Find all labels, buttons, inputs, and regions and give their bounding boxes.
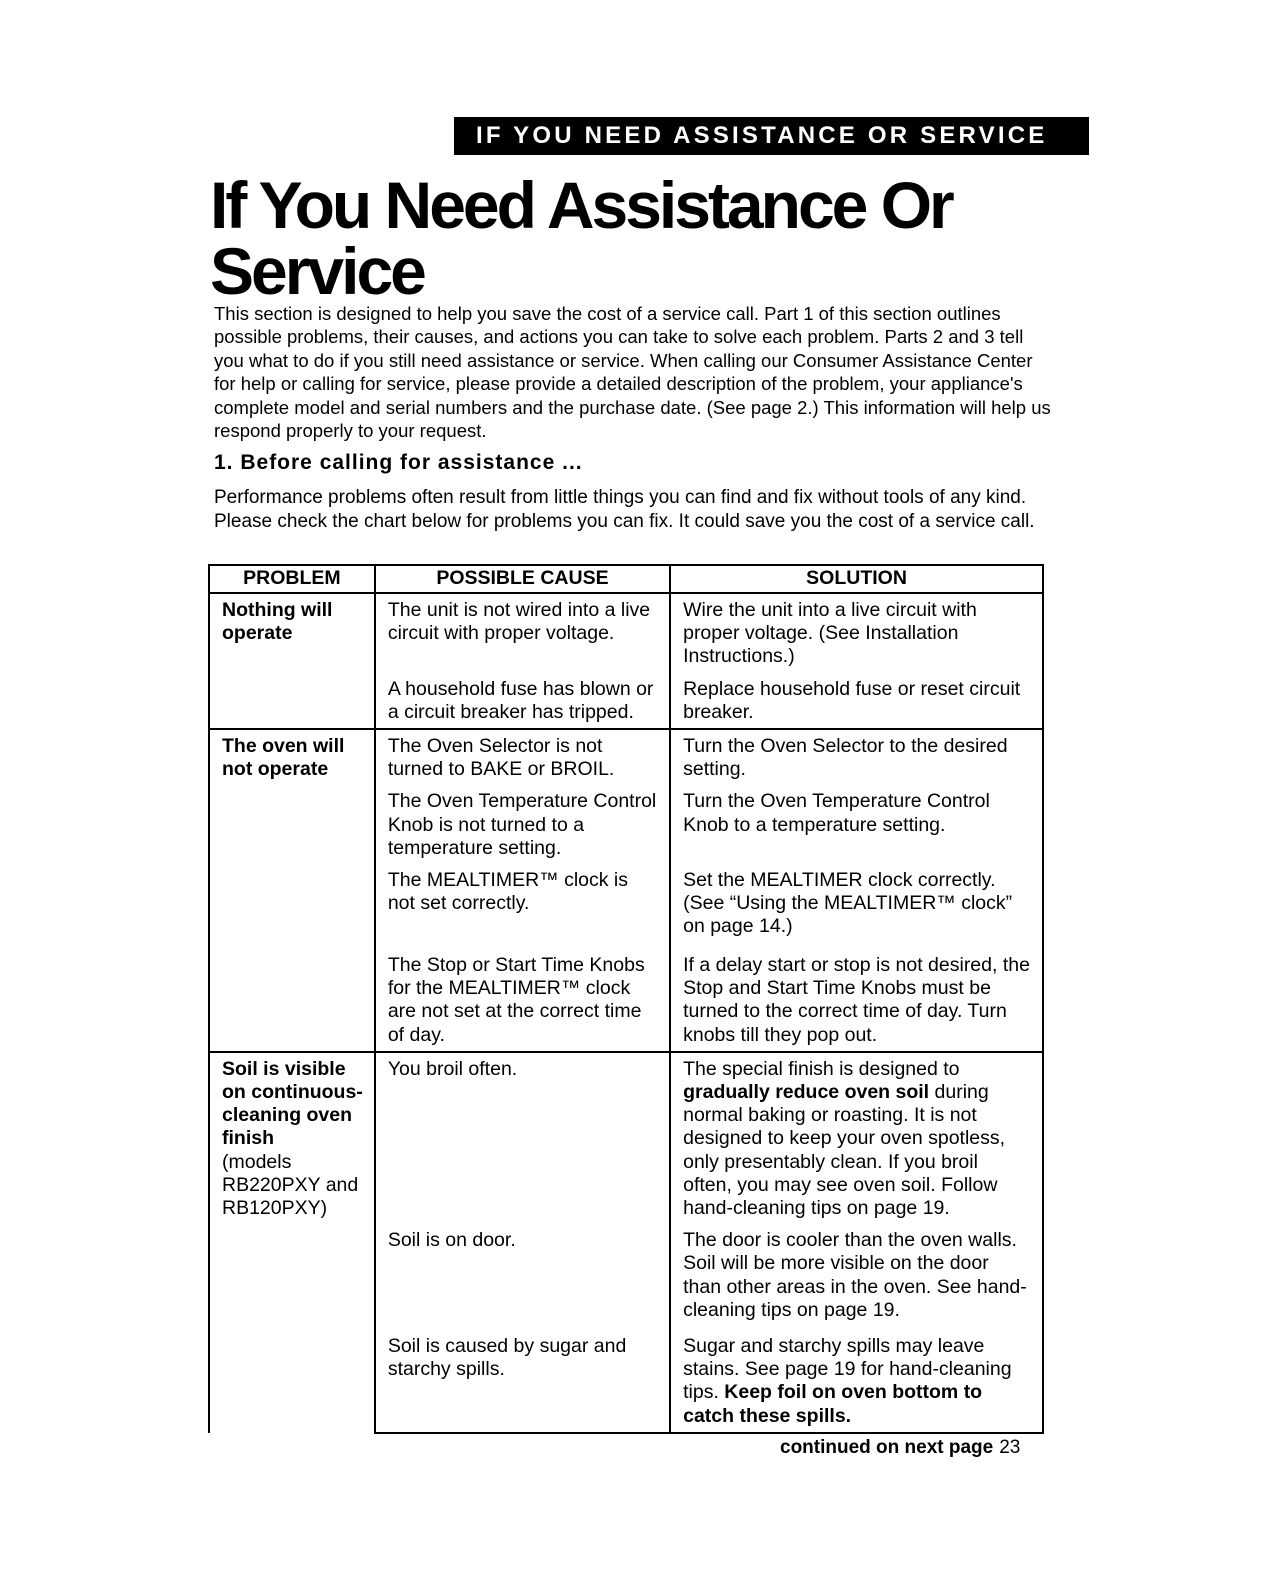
solution-cell: Turn the Oven Selector to the desired setting. [670, 729, 1043, 785]
solution-cell: Set the MEALTIMER clock correctly. (See “Using the MEALTIMER™ clock” on page 14.) [670, 864, 1043, 949]
problem-cell [209, 729, 375, 1052]
header-possible-cause: POSSIBLE CAUSE [375, 565, 670, 593]
solution-cell: Turn the Oven Temperature Control Knob to a temperature setting. [670, 785, 1043, 864]
problem-text: The oven will not operate [222, 735, 345, 781]
solution-text: during normal baking or roasting. It is not designed to keep your oven spotless, only presentably clean. If you broil often, you may see oven soil. Follow hand-cleaning tips on page 19. [683, 1081, 1006, 1220]
header-problem: PROBLEM [209, 565, 375, 593]
solution-cell [670, 1330, 1043, 1433]
cause-cell: The unit is not wired into a live circuit with proper voltage. [375, 593, 670, 673]
table-header-row [209, 565, 1043, 593]
problem-text: Soil is visible on continuous-cleaning oven finish [222, 1057, 363, 1150]
solution-cell [670, 1052, 1043, 1224]
cause-cell: Soil is on door. [375, 1224, 670, 1330]
intro-paragraph: This section is designed to help you save the cost of a service call. Part 1 of this section outlines possible problems, their causes, and actions you can take to solve each problem. Parts 2 and 3 tell you what to do if you still need assistance or service. When calling our Consumer Assistance Center for help or calling for service, please provide a detailed description of the problem, your appliance's complete model and serial numbers and the purchase date. (See page 2.) This information will help us respond properly to your request. [214, 303, 1051, 442]
solution-cell: If a delay start or stop is not desired, the Stop and Start Time Knobs must be turned to the correct time of day. Turn knobs till they pop out. [670, 949, 1043, 1052]
continued-note: continued on next page [780, 1437, 994, 1458]
step-1-paragraph: Performance problems often result from little things you can find and fix without tools of any kind. Please check the chart below for problems you can fix. It could save you the cost of a service call. [214, 487, 1035, 532]
troubleshooting-table [208, 564, 1044, 1434]
step-1-heading: 1. Before calling for assistance ... [214, 451, 583, 474]
solution-text: Sugar and starchy spills may leave stains. See page 19 for hand-cleaning tips. [683, 1335, 1012, 1404]
cause-cell: The Oven Selector is not turned to BAKE or BROIL. [375, 729, 670, 785]
solution-cell: Wire the unit into a live circuit with proper voltage. (See Installation Instructions.) [670, 593, 1043, 673]
solution-text: The special finish is designed to [683, 1057, 960, 1080]
page-footer [780, 1437, 1020, 1459]
header-solution: SOLUTION [670, 565, 1043, 593]
problem-cell [209, 1052, 375, 1433]
cause-cell: You broil often. [375, 1052, 670, 1224]
table-row [209, 729, 1043, 785]
solution-emphasis: gradually reduce oven soil [683, 1081, 930, 1104]
problem-cell [209, 593, 375, 729]
section-banner: IF YOU NEED ASSISTANCE OR SERVICE [454, 117, 1089, 155]
problem-models-note: (models RB220PXY and RB120PXY) [222, 1150, 359, 1220]
page-number: 23 [999, 1437, 1021, 1458]
solution-emphasis: Keep foil on oven bottom to catch these spills. [683, 1381, 983, 1427]
table-row [209, 1052, 1043, 1224]
cause-cell: Soil is caused by sugar and starchy spills. [375, 1330, 670, 1433]
table-row [209, 593, 1043, 673]
page-title-line-2: Service [210, 234, 424, 308]
solution-cell: Replace household fuse or reset circuit breaker. [670, 673, 1043, 729]
page-title [210, 168, 1110, 308]
cause-cell: The Oven Temperature Control Knob is not turned to a temperature setting. [375, 785, 670, 864]
problem-text: Nothing will operate [222, 599, 333, 645]
cause-cell: A household fuse has blown or a circuit breaker has tripped. [375, 673, 670, 729]
cause-cell: The Stop or Start Time Knobs for the MEALTIMER™ clock are not set at the correct time of day. [375, 949, 670, 1052]
solution-cell: The door is cooler than the oven walls. Soil will be more visible on the door than other areas in the oven. See hand-cleaning tips on page 19. [670, 1224, 1043, 1330]
cause-cell: The MEALTIMER™ clock is not set correctly. [375, 864, 670, 949]
page-title-line-1: If You Need Assistance Or [210, 168, 952, 242]
